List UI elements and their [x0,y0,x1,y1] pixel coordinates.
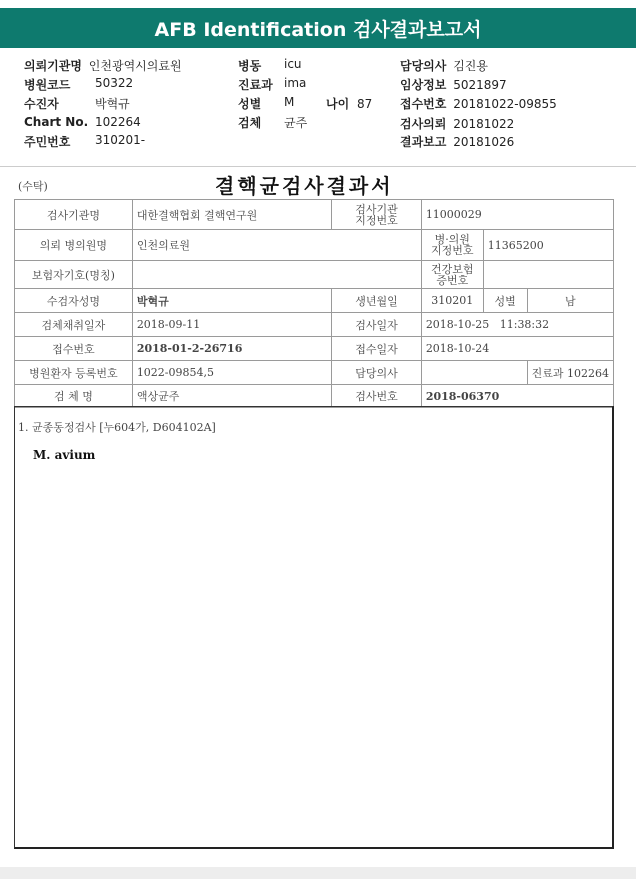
header-receipt-no [400,95,557,112]
header-label: 병동 [238,59,262,73]
test-datetime [421,313,613,337]
header-label: 성별 [238,97,262,111]
hospital-label: 의뢰 병의원명 [15,230,133,261]
header-label: 진료과 [238,78,273,92]
health-insurance-label-line1: 건강보험 [431,262,474,276]
header-value: 50322 [95,76,134,90]
result-organism: M. avium [33,448,96,462]
health-insurance-label [421,261,483,289]
header-value: ima [284,76,307,90]
patient-name: 박혁규 [132,289,331,313]
receipt-no: 2018-01-2-26716 [132,337,331,361]
header-label: 임상정보 [400,78,447,92]
dept-cell [527,361,613,385]
test-no-label: 검사번호 [332,385,422,408]
specimen-label: 검 체 명 [15,385,133,408]
hospital-code: 11365200 [483,230,613,261]
receipt-date: 2018-10-24 [421,337,613,361]
sex-label: 성별 [483,289,527,313]
result-test-line: 1. 균종동정검사 [누604가, D604102A] [18,421,216,434]
header-label: 검사의뢰 [400,117,447,131]
header-label: 담당의사 [400,59,447,73]
hospital-name: 인천의료원 [132,230,421,261]
insurer-value [132,261,421,289]
test-date-label: 검사일자 [332,313,422,337]
header-value: 20181022-09855 [453,97,557,111]
dob: 310201 [421,289,483,313]
header-value: 5021897 [453,78,507,92]
lab-code: 11000029 [421,200,613,230]
header-value: M [284,95,295,109]
header-label: 검체 [238,116,262,130]
report-title: AFB Identification 검사결과보고서 [154,18,482,41]
header-value: 87 [357,97,373,111]
test-no: 2018-06370 [421,385,613,408]
header-doctor [400,57,488,74]
header-sex [238,95,295,112]
header-specimen [238,114,308,131]
patient-name-label: 수검자성명 [15,289,133,313]
hospital-code-label [421,230,483,261]
header-label: 의뢰기관명 [24,59,82,73]
header-divider [0,166,636,167]
receipt-no-label: 접수번호 [15,337,133,361]
receipt-date-label: 접수일자 [332,337,422,361]
test-date: 2018-10-25 [425,318,490,331]
test-time: 11:38:32 [499,318,550,331]
report-tag: (수탁) [18,180,48,193]
sex: 남 [527,289,613,313]
header-value: 김진용 [453,59,488,73]
lab-name: 대한결핵협회 결핵연구원 [132,200,331,230]
header-value: 102264 [95,115,141,129]
lab-name-label: 검사기관명 [15,200,133,230]
collection-date-label: 검체채취일자 [15,313,133,337]
header-label: Chart No. [24,115,89,129]
collection-date: 2018-09-11 [132,313,331,337]
header-report-date [400,133,514,150]
hospital-reg-no: 1022-09854,5 [132,361,331,385]
insurer-label: 보험자기호(명칭) [15,261,133,289]
header-clinical-info [400,76,507,93]
dept-value: 102264 [566,366,609,380]
header-dept [238,76,307,93]
header-value: 인천광역시의료원 [88,59,182,73]
report-form-title: 결핵균검사결과서 [215,174,394,198]
header-value: icu [284,57,302,71]
header-age [326,95,372,112]
dept-label: 진료과 [531,366,564,380]
lab-code-label [332,200,422,230]
header-label: 주민번호 [24,135,71,149]
specimen-value: 액상균주 [132,385,331,408]
header-chart-no [24,115,141,129]
hospital-code-label-line2: 지정번호 [431,244,474,257]
header-value: 310201- [95,133,146,147]
header-hospital-code [24,76,134,93]
header-request-date [400,115,514,132]
header-org [24,57,182,74]
header-patient [24,95,130,112]
header-value: 20181026 [453,135,515,149]
health-insurance-no [483,261,613,289]
header-label: 접수번호 [400,97,447,111]
doctor-value [421,361,527,385]
hospital-code-label-line1: 병·의원 [434,233,470,246]
report-info-table [14,199,614,408]
header-label: 수진자 [24,97,59,111]
dob-label: 생년월일 [332,289,422,313]
header-resident-no [24,133,146,150]
report-title-bar [0,8,636,48]
doctor-label: 담당의사 [332,361,422,385]
header-value: 균주 [284,116,308,130]
health-insurance-label-line2: 증번호 [436,273,469,287]
header-label: 결과보고 [400,135,447,149]
lab-code-label-line1: 검사기관 [355,202,398,216]
header-value: 박혁규 [95,97,130,111]
header-ward [238,57,302,74]
lab-code-label-line2: 지정번호 [355,213,398,227]
hospital-reg-label: 병원환자 등록번호 [15,361,133,385]
header-label: 나이 [326,97,350,111]
header-label: 병원코드 [24,78,71,92]
result-box [14,406,614,849]
header-value: 20181022 [453,117,515,131]
